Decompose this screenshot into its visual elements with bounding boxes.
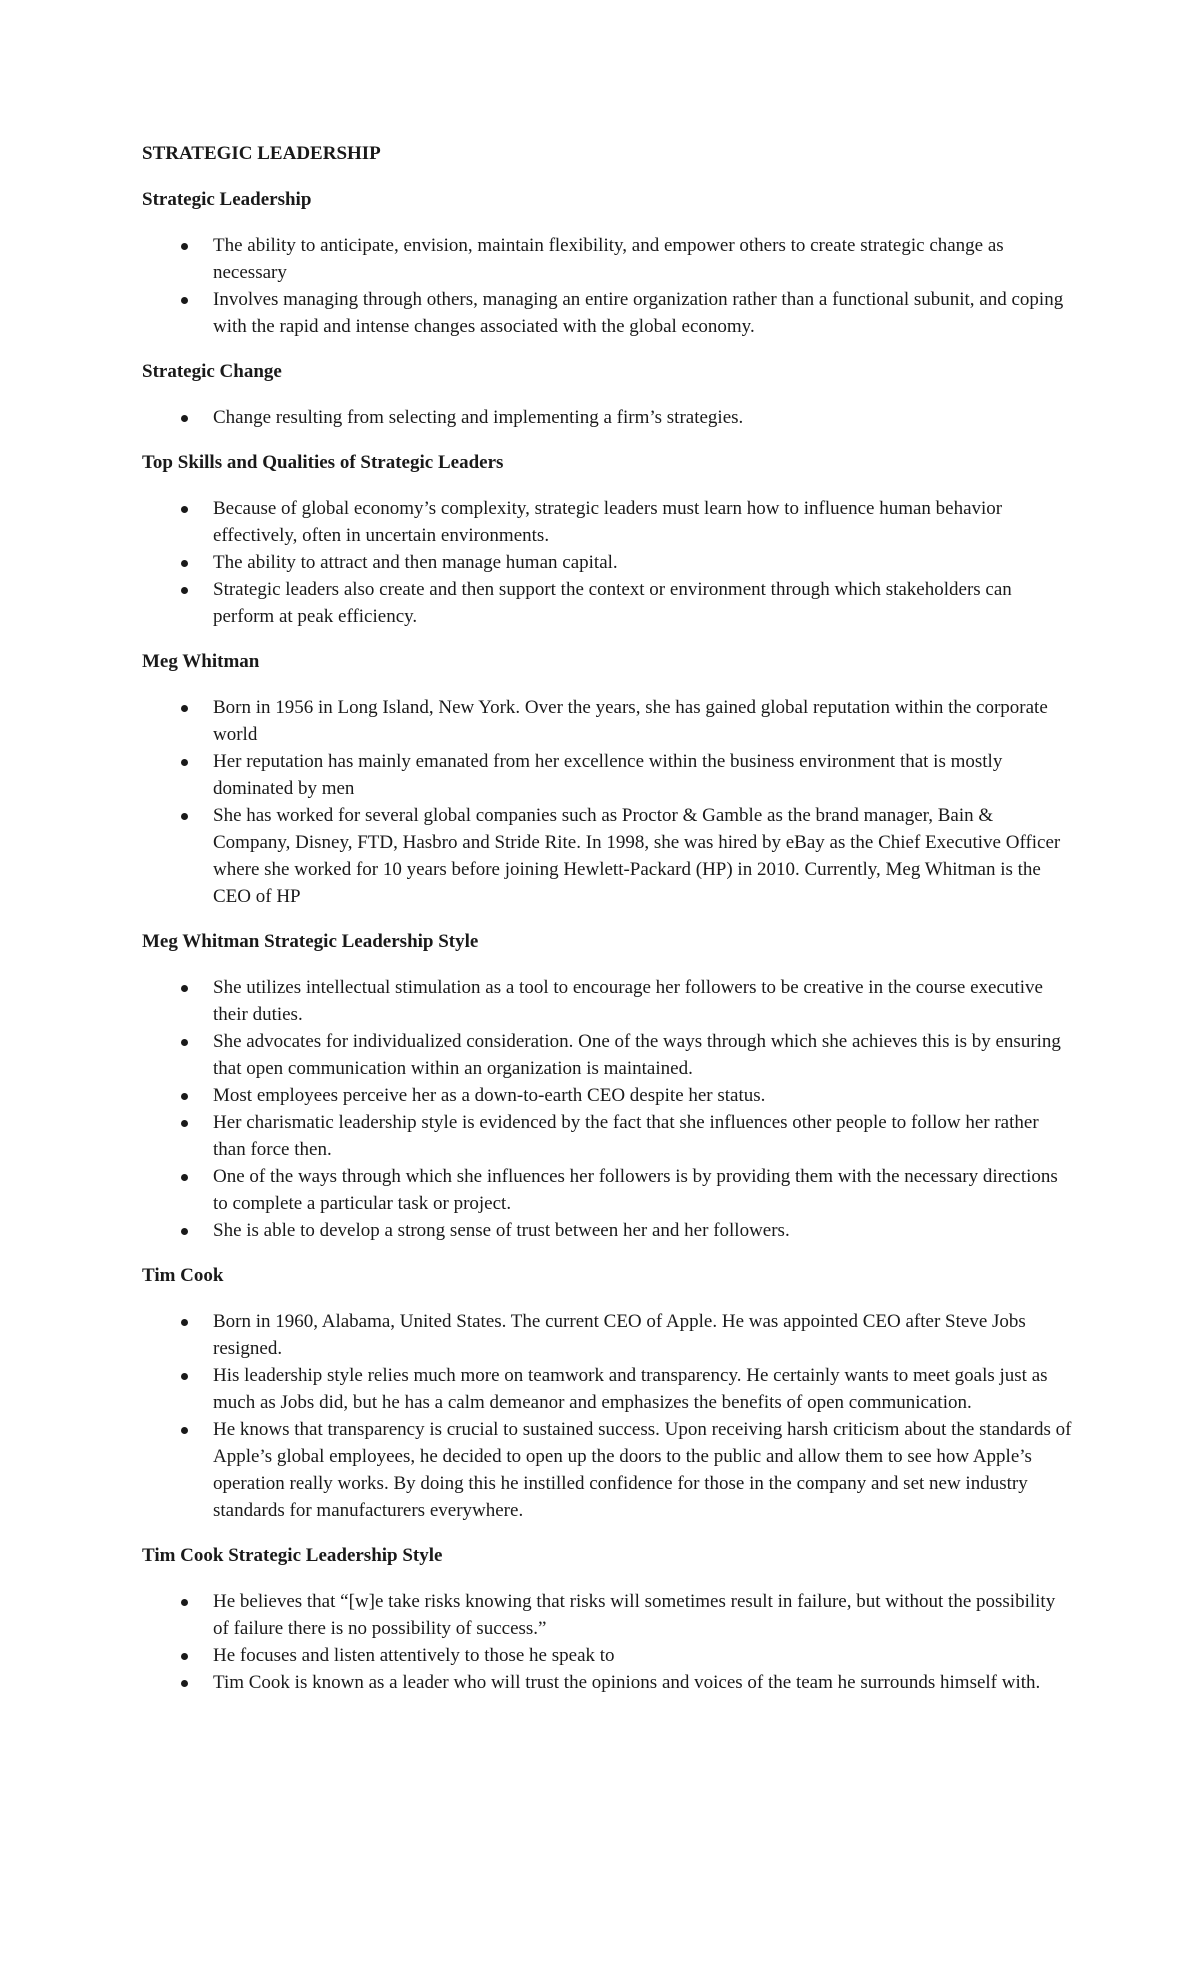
list-item <box>142 694 1072 748</box>
list-item-text: Strategic leaders also create and then support the context or environment through which stakeholders can perform at peak efficiency. <box>213 579 1012 627</box>
section-meg-whitman-style <box>142 928 1072 1244</box>
section-meg-whitman <box>142 648 1072 910</box>
list-item-text: The ability to anticipate, envision, maintain flexibility, and empower others to create strategic change as necessary <box>213 235 1004 283</box>
list-item <box>142 1642 1072 1669</box>
list-item-text: Tim Cook is known as a leader who will trust the opinions and voices of the team he surrounds himself with. <box>213 1672 1041 1693</box>
list-item-text: She advocates for individualized consideration. One of the ways through which she achieves this is by ensuring that open communication within an organization is maintained. <box>213 1031 1061 1079</box>
list-item <box>142 1588 1072 1642</box>
section-heading: Tim Cook Strategic Leadership Style <box>142 1545 443 1566</box>
bullet-list <box>142 974 1072 1244</box>
bullet-list <box>142 1588 1072 1696</box>
bullet-icon <box>181 1427 188 1434</box>
section-heading: Meg Whitman <box>142 651 260 672</box>
bullet-list <box>142 1308 1072 1524</box>
document-page <box>142 140 1072 1714</box>
list-item-text: Born in 1960, Alabama, United States. The current CEO of Apple. He was appointed CEO after Steve Jobs resigned. <box>213 1311 1026 1359</box>
list-item-text: His leadership style relies much more on teamwork and transparency. He certainly wants to meet goals just as much as Jobs did, but he has a calm demeanor and emphasizes the benefits of open communication. <box>213 1365 1048 1413</box>
bullet-icon <box>181 759 188 766</box>
section-heading: Tim Cook <box>142 1265 224 1286</box>
list-item <box>142 1362 1072 1416</box>
list-item-text: Because of global economy’s complexity, strategic leaders must learn how to influence human behavior effectively, often in uncertain environments. <box>213 498 1003 546</box>
section-strategic-leadership <box>142 186 1072 340</box>
bullet-icon <box>181 1093 188 1100</box>
section-heading: Meg Whitman Strategic Leadership Style <box>142 931 479 952</box>
list-item-text: Change resulting from selecting and implementing a firm’s strategies. <box>213 407 744 428</box>
bullet-icon <box>181 243 188 250</box>
document-title: STRATEGIC LEADERSHIP <box>142 143 381 164</box>
list-item <box>142 404 1072 431</box>
list-item <box>142 1217 1072 1244</box>
list-item <box>142 549 1072 576</box>
list-item <box>142 802 1072 910</box>
list-item <box>142 495 1072 549</box>
list-item <box>142 974 1072 1028</box>
list-item-text: She has worked for several global companies such as Proctor & Gamble as the brand manager, Bain & Company, Disney, FTD, Hasbro and Stride Rite. In 1998, she was hired by eBay as the Chief Executive Officer where she worked for 10 years before joining Hewlett-Packard (HP) in 2010. Currently, Meg Whitman is the CEO of HP <box>213 805 1061 907</box>
list-item-text: He believes that “[w]e take risks knowing that risks will sometimes result in failure, but without the possibility of failure there is no possibility of success.” <box>213 1591 1056 1639</box>
section-heading: Strategic Leadership <box>142 189 312 210</box>
section-heading: Top Skills and Qualities of Strategic Leaders <box>142 452 504 473</box>
section-strategic-change <box>142 358 1072 431</box>
bullet-icon <box>181 1653 188 1660</box>
section-tim-cook-style <box>142 1542 1072 1696</box>
bullet-list <box>142 495 1072 630</box>
list-item <box>142 1082 1072 1109</box>
bullet-icon <box>181 1373 188 1380</box>
bullet-icon <box>181 587 188 594</box>
list-item-text: She utilizes intellectual stimulation as a tool to encourage her followers to be creative in the course executive their duties. <box>213 977 1043 1025</box>
bullet-icon <box>181 813 188 820</box>
bullet-icon <box>181 1120 188 1127</box>
bullet-icon <box>181 1228 188 1235</box>
bullet-icon <box>181 506 188 513</box>
section-heading: Strategic Change <box>142 361 282 382</box>
bullet-icon <box>181 415 188 422</box>
bullet-list <box>142 694 1072 910</box>
bullet-list <box>142 232 1072 340</box>
list-item <box>142 1109 1072 1163</box>
bullet-icon <box>181 1680 188 1687</box>
list-item <box>142 748 1072 802</box>
list-item <box>142 1669 1072 1696</box>
list-item <box>142 286 1072 340</box>
list-item-text: He focuses and listen attentively to those he speak to <box>213 1645 615 1666</box>
bullet-icon <box>181 560 188 567</box>
bullet-icon <box>181 1319 188 1326</box>
bullet-icon <box>181 705 188 712</box>
bullet-icon <box>181 1039 188 1046</box>
list-item-text: Her reputation has mainly emanated from her excellence within the business environment that is mostly dominated by men <box>213 751 1003 799</box>
list-item <box>142 1308 1072 1362</box>
list-item-text: One of the ways through which she influences her followers is by providing them with the necessary directions to complete a particular task or project. <box>213 1166 1058 1214</box>
bullet-icon <box>181 297 188 304</box>
bullet-list <box>142 404 1072 431</box>
list-item-text: Involves managing through others, managing an entire organization rather than a functional subunit, and coping with the rapid and intense changes associated with the global economy. <box>213 289 1064 337</box>
section-tim-cook <box>142 1262 1072 1524</box>
list-item <box>142 576 1072 630</box>
list-item <box>142 1028 1072 1082</box>
list-item <box>142 232 1072 286</box>
list-item-text: He knows that transparency is crucial to sustained success. Upon receiving harsh criticism about the standards of Apple’s global employees, he decided to open up the doors to the public and allow them to see how Apple’s operation really works. By doing this he instilled confidence for those in the company and set new industry standards for manufacturers everywhere. <box>213 1419 1072 1521</box>
list-item-text: Her charismatic leadership style is evidenced by the fact that she influences other people to follow her rather than force then. <box>213 1112 1039 1160</box>
list-item-text: She is able to develop a strong sense of trust between her and her followers. <box>213 1220 790 1241</box>
bullet-icon <box>181 1174 188 1181</box>
section-top-skills <box>142 449 1072 630</box>
bullet-icon <box>181 1599 188 1606</box>
list-item-text: The ability to attract and then manage human capital. <box>213 552 618 573</box>
bullet-icon <box>181 985 188 992</box>
list-item <box>142 1416 1072 1524</box>
list-item-text: Born in 1956 in Long Island, New York. Over the years, she has gained global reputation within the corporate world <box>213 697 1048 745</box>
list-item-text: Most employees perceive her as a down-to-earth CEO despite her status. <box>213 1085 766 1106</box>
list-item <box>142 1163 1072 1217</box>
